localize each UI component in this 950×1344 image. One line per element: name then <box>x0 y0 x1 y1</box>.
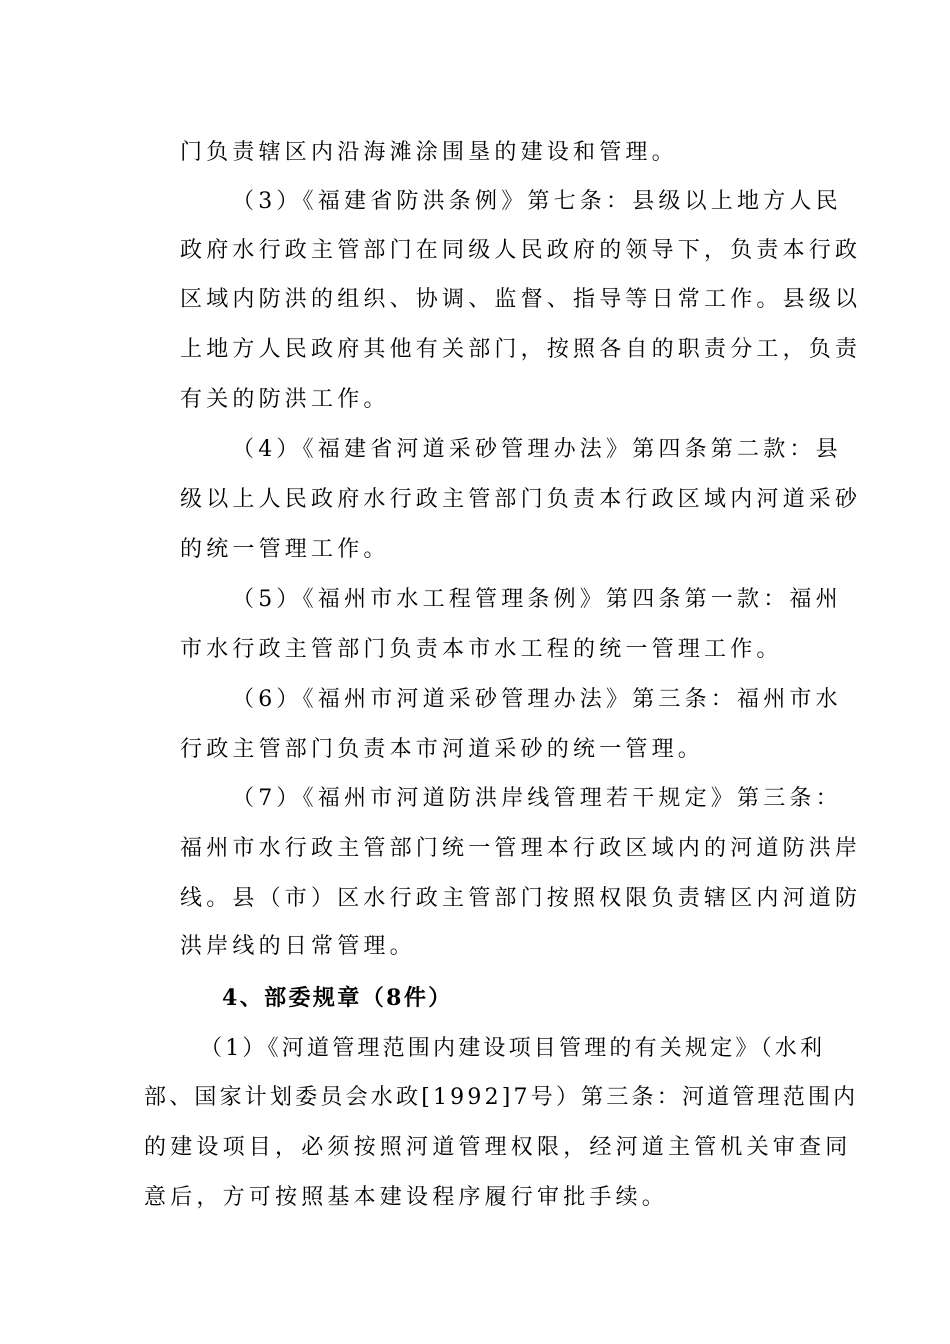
text-line: 洪岸线的日常管理。 <box>180 934 416 959</box>
text-line: 有关的防洪工作。 <box>180 387 390 412</box>
text-line: 上地方人民政府其他有关部门，按照各自的职责分工，负责 <box>180 337 862 362</box>
text-line: 线。县（市）区水行政主管部门按照权限负责辖区内河道防 <box>180 886 862 911</box>
text-line: （7）《福州市河道防洪岸线管理若干规定》第三条： <box>232 786 842 811</box>
text-line: 级以上人民政府水行政主管部门负责本行政区域内河道采砂 <box>180 487 862 512</box>
text-line: 市水行政主管部门负责本市水工程的统一管理工作。 <box>180 637 783 662</box>
text-line: 的统一管理工作。 <box>180 537 390 562</box>
text-line: 门负责辖区内沿海滩涂围垦的建设和管理。 <box>180 140 678 165</box>
text-line: （1）《河道管理范围内建设项目管理的有关规定》（水利 <box>200 1036 826 1061</box>
text-line: （4）《福建省河道采砂管理办法》第四条第二款：县 <box>232 437 842 462</box>
text-line: 意后，方可按照基本建设程序履行审批手续。 <box>144 1185 669 1210</box>
section-heading: 4、部委规章（8件） <box>222 985 453 1011</box>
text-line: 区域内防洪的组织、协调、监督、指导等日常工作。县级以 <box>180 287 862 312</box>
text-line: （5）《福州市水工程管理条例》第四条第一款：福州 <box>232 587 842 612</box>
text-line: （6）《福州市河道采砂管理办法》第三条：福州市水 <box>232 687 842 712</box>
text-line: 行政主管部门负责本市河道采砂的统一管理。 <box>180 737 705 762</box>
text-line: 福州市水行政主管部门统一管理本行政区域内的河道防洪岸 <box>180 836 862 861</box>
text-line: （3）《福建省防洪条例》第七条：县级以上地方人民 <box>232 189 842 214</box>
text-line: 部、国家计划委员会水政[1992]7号）第三条：河道管理范围内 <box>144 1085 859 1110</box>
text-line: 的建设项目，必须按照河道管理权限，经河道主管机关审查同 <box>144 1135 852 1160</box>
text-line: 政府水行政主管部门在同级人民政府的领导下，负责本行政 <box>180 238 862 263</box>
